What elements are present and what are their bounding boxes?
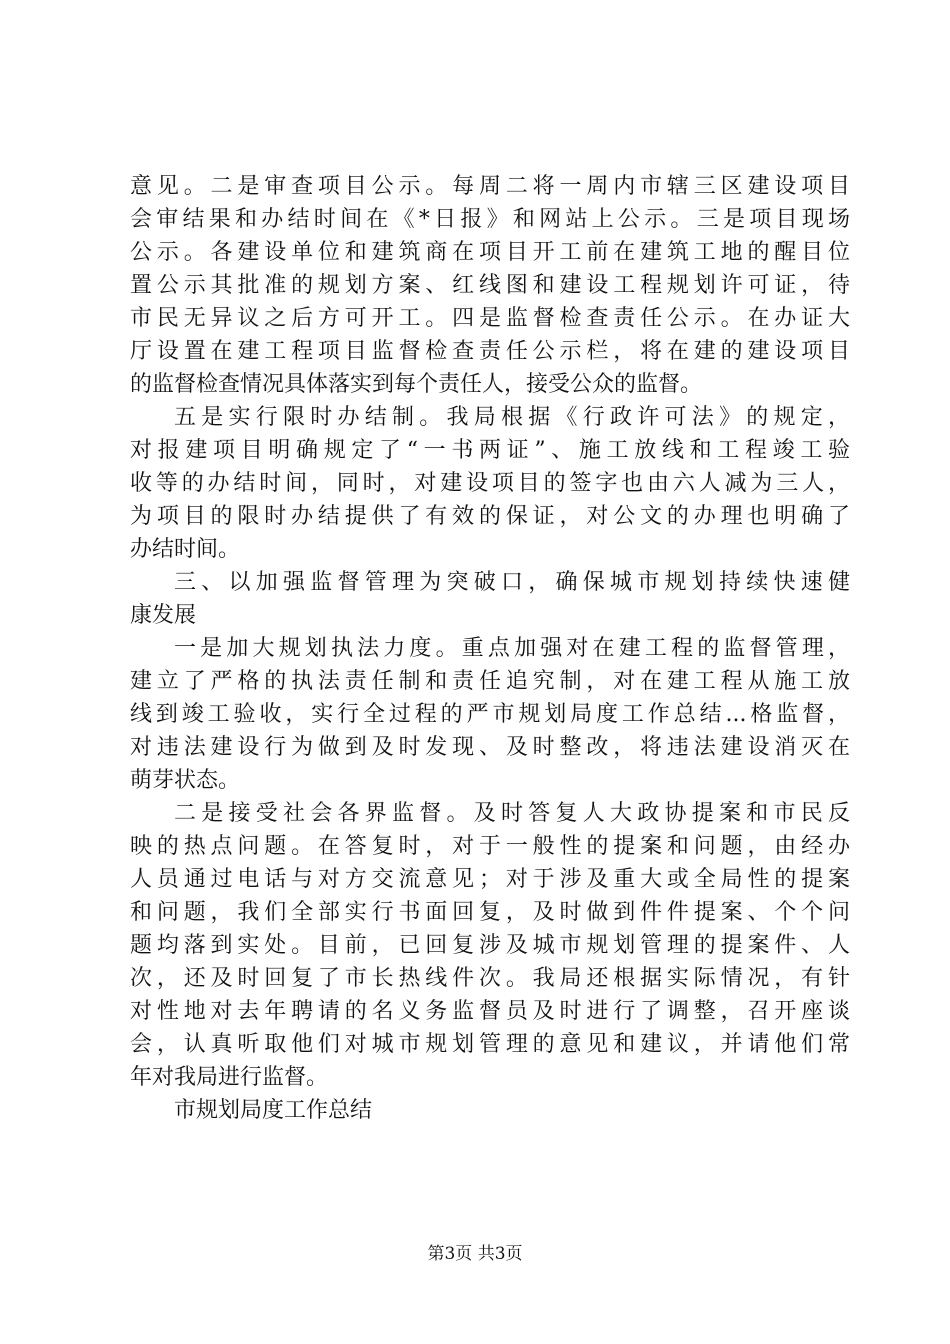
text-line: 办结时间。 [130, 537, 241, 562]
paragraph [130, 632, 850, 797]
text-line: 映的热点问题。在答复时，对于一般性的提案和问题，由经办 [130, 834, 850, 859]
text-line: 的监督检查情况具体落实到每个责任人，接受公众的监督。 [130, 372, 703, 397]
text-line: 康发展 [130, 603, 197, 628]
section-heading [130, 566, 850, 632]
text-line: 萌芽状态。 [130, 768, 241, 793]
text-line: 一是加大规划执法力度。重点加强对在建工程的监督管理， [174, 636, 850, 661]
page-number: 第3页 共3页 [427, 1244, 523, 1264]
paragraph [130, 797, 850, 1094]
paragraph [130, 170, 850, 401]
text-line: 为项目的限时办结提供了有效的保证，对公文的办理也明确了 [130, 504, 850, 529]
text-line: 建立了严格的执法责任制和责任追究制，对在建工程从施工放 [130, 669, 850, 694]
text-line: 二是接受社会各界监督。及时答复人大政协提案和市民反 [174, 801, 850, 826]
text-line: 收等的办结时间，同时，对建设项目的签字也由六人减为三人， [130, 471, 850, 496]
text-line: 对性地对去年聘请的名义务监督员及时进行了调整，召开座谈 [130, 999, 850, 1024]
text-line: 对违法建设行为做到及时发现、及时整改，将违法建设消灭在 [130, 735, 850, 760]
text-line: 市规划局度工作总结 [174, 1098, 373, 1123]
text-line: 厅设置在建工程项目监督检查责任公示栏，将在建的建设项目 [130, 339, 850, 364]
page-footer [0, 1243, 950, 1265]
text-line: 三、以加强监督管理为突破口，确保城市规划持续快速健 [174, 570, 850, 595]
text-line: 题均落到实处。目前，已回复涉及城市规划管理的提案件、人 [130, 933, 850, 958]
paragraph [130, 401, 850, 566]
document-title-line [130, 1094, 850, 1127]
text-line: 会，认真听取他们对城市规划管理的意见和建议，并请他们常 [130, 1032, 850, 1057]
text-line: 五是实行限时办结制。我局根据《行政许可法》的规定， [174, 405, 850, 430]
text-line: 意见。二是审查项目公示。每周二将一周内市辖三区建设项目 [130, 174, 850, 199]
text-line: 线到竣工验收，实行全过程的严市规划局度工作总结...格监督， [130, 702, 850, 727]
document-body [130, 170, 850, 1127]
text-line: 市民无异议之后方可开工。四是监督检查责任公示。在办证大 [130, 306, 850, 331]
text-line: 人员通过电话与对方交流意见；对于涉及重大或全局性的提案 [130, 867, 850, 892]
text-line: 公示。各建设单位和建筑商在项目开工前在建筑工地的醒目位 [130, 240, 850, 265]
text-line: 对报建项目明确规定了“一书两证”、施工放线和工程竣工验 [130, 438, 850, 463]
text-line: 和问题，我们全部实行书面回复，及时做到件件提案、个个问 [130, 900, 850, 925]
text-line: 次，还及时回复了市长热线件次。我局还根据实际情况，有针 [130, 966, 850, 991]
text-line: 置公示其批准的规划方案、红线图和建设工程规划许可证，待 [130, 273, 850, 298]
text-line: 会审结果和办结时间在《*日报》和网站上公示。三是项目现场 [130, 207, 850, 232]
text-line: 年对我局进行监督。 [130, 1065, 329, 1090]
